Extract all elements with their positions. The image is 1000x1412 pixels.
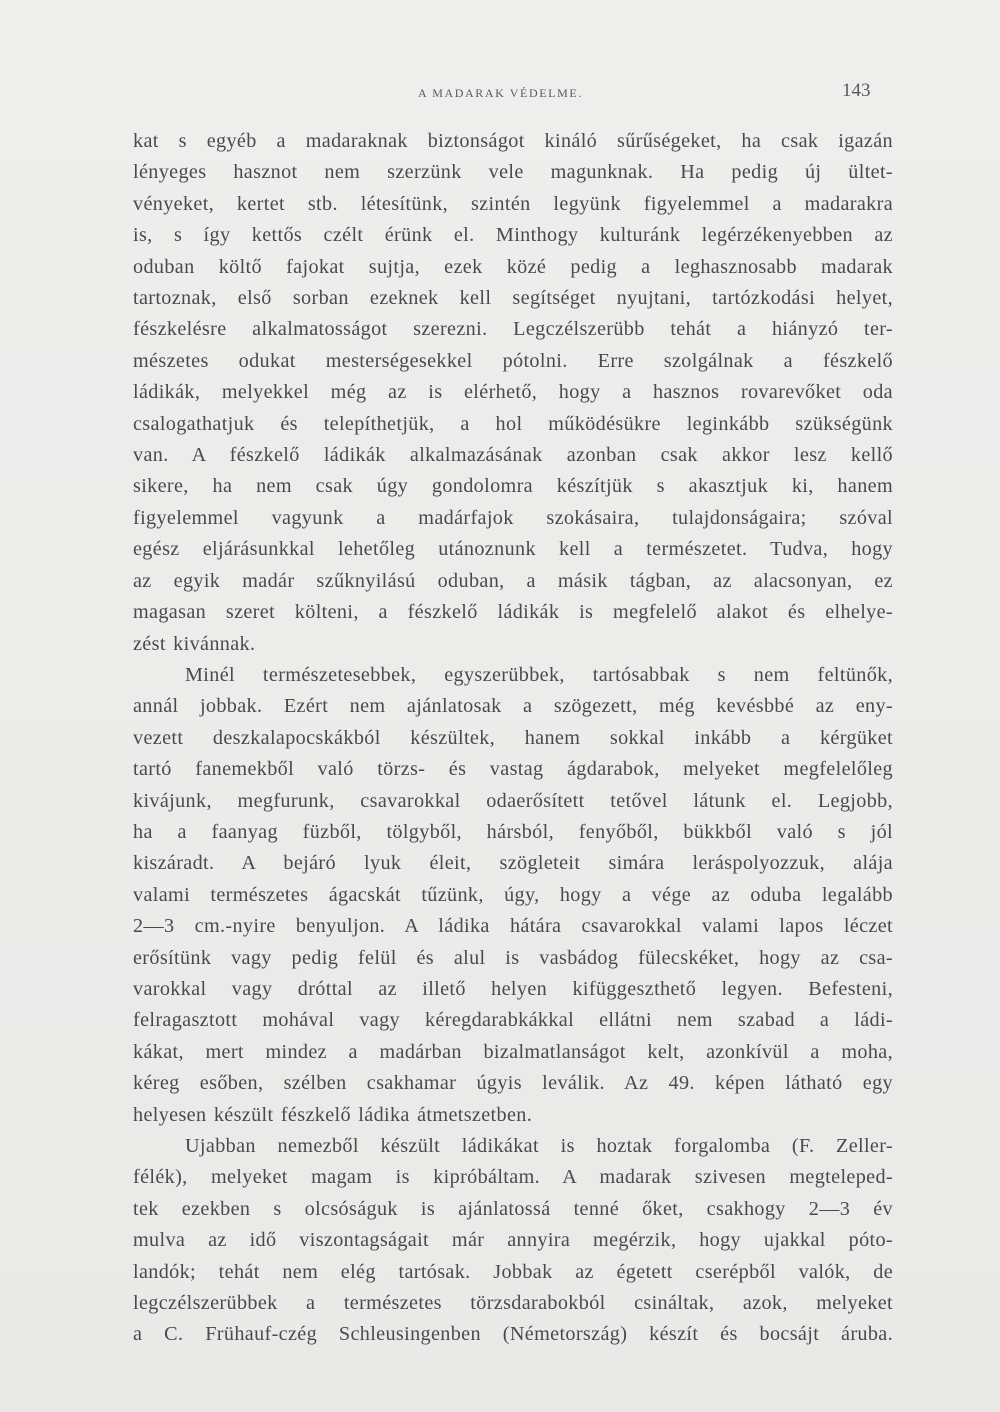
text-line: figyelemmel vagyunk a madárfajok szokásaira, tulajdonságaira; szóval xyxy=(133,506,893,529)
text-line: kákat, mert mindez a madárban bizalmatlanságot kelt, azonkívül a moha, xyxy=(133,1040,893,1063)
text-line: tek ezekben s olcsóságuk is ajánlatossá tenné őket, csakhogy 2—3 év xyxy=(133,1197,893,1220)
text-line: csalogathatjuk és telepíthetjük, a hol működésükre leginkább szükségünk xyxy=(133,412,893,435)
text-line: varokkal vagy dróttal az illető helyen kifüggeszthető legyen. Befesteni, xyxy=(133,977,893,1000)
body-text xyxy=(133,126,893,1351)
text-line: helyesen készült fészkelő ládika átmetszetben. xyxy=(133,1103,533,1126)
text-line: mészetes odukat mesterségesekkel pótolni. Erre szolgálnak a fészkelő xyxy=(133,349,893,372)
text-line: legczélszerübbek a természetes törzsdarabokból csináltak, azok, melyeket xyxy=(133,1292,893,1315)
text-line: félék), melyeket magam is kipróbáltam. A madarak szivesen megteleped- xyxy=(133,1166,893,1189)
text-line: az egyik madár szűknyilású oduban, a másik tágban, az alacsonyan, ez xyxy=(133,569,893,592)
text-line: ládikák, melyekkel még az is elérhető, hogy a hasznos rovarevőket oda xyxy=(133,381,893,404)
text-line: kat s egyéb a madaraknak biztonságot kináló sűrűségeket, ha csak igazán xyxy=(133,130,893,152)
running-title: A MADARAK VÉDELME. xyxy=(418,86,583,100)
text-line: egész eljárásunkkal lehetőleg utánoznunk kell a természetet. Tudva, hogy xyxy=(133,538,893,561)
text-line: fészkelésre alkalmatosságot szerezni. Legczélszerübb tehát a hiányzó ter- xyxy=(133,318,893,341)
text-line: vényeket, kertet stb. létesítünk, szintén legyünk figyelemmel a madarakra xyxy=(133,192,893,215)
text-line: valami természetes ágacskát tűzünk, úgy, hogy a vége az oduba legalább xyxy=(133,883,893,906)
running-head xyxy=(0,80,1000,110)
text-line: kivájunk, megfurunk, csavarokkal odaerősített tetővel látunk el. Legjobb, xyxy=(133,789,893,812)
text-line: kéreg esőben, szélben csakhamar úgyis leválik. Az 49. képen látható egy xyxy=(133,1072,893,1095)
paragraph-1 xyxy=(133,126,893,660)
text-line: van. A fészkelő ládikák alkalmazásának azonban csak akkor lesz kellő xyxy=(133,444,893,467)
text-line: felragasztott mohával vagy kéregdarabkákkal ellátni nem szabad a ládi- xyxy=(133,1009,893,1032)
paragraph-2 xyxy=(133,660,893,1131)
paragraph-3 xyxy=(133,1131,893,1351)
text-line: 2—3 cm.-nyire benyuljon. A ládika hátára csavarokkal valami lapos léczet xyxy=(133,915,893,938)
text-line: mulva az idő viszontagságait már annyira megérzik, hogy ujakkal póto- xyxy=(133,1229,893,1252)
text-line: Ujabban nemezből készült ládikákat is hoztak forgalomba (F. Zeller- xyxy=(185,1135,893,1157)
text-line: vezett deszkalapocskákból készültek, hanem sokkal inkább a kérgüket xyxy=(133,726,893,749)
text-line: Minél természetesebbek, egyszerübbek, tartósabbak s nem feltünők, xyxy=(185,663,893,686)
text-line: erősítünk vagy pedig felül és alul is vasbádog fülecskéket, hogy az csa- xyxy=(133,946,893,969)
text-line: annál jobbak. Ezért nem ajánlatosak a szögezett, még kevésbbé az eny- xyxy=(133,695,893,718)
text-line: a C. Frühauf-czég Schleusingenben (Németország) készít és bocsájt áruba. xyxy=(133,1323,893,1346)
page-number: 143 xyxy=(842,80,871,101)
text-line: tartó fanemekből való törzs- és vastag ágdarabok, melyeket megfelelőleg xyxy=(133,758,893,781)
text-line: is, s így kettős czélt érünk el. Minthogy kulturánk legérzékenyebben az xyxy=(133,224,893,247)
text-line: lényeges hasznot nem szerzünk vele magunknak. Ha pedig új ültet- xyxy=(133,161,893,184)
text-line: zést kivánnak. xyxy=(133,632,256,655)
text-line: landók; tehát nem elég tartósak. Jobbak az égetett cserépből valók, de xyxy=(133,1260,893,1283)
text-line: kiszáradt. A bejáró lyuk éleit, szögleteit simára leráspolyozzuk, alája xyxy=(133,852,893,875)
text-line: sikere, ha nem csak úgy gondolomra készítjük s akasztjuk ki, hanem xyxy=(133,475,893,498)
text-line: oduban költő fajokat sujtja, ezek közé pedig a leghasznosabb madarak xyxy=(133,255,893,278)
text-line: magasan szeret költeni, a fészkelő ládikák is megfelelő alakot és elhelye- xyxy=(133,601,893,624)
text-line: tartoznak, első sorban ezeknek kell segítséget nyujtani, tartózkodási helyet, xyxy=(133,287,893,310)
text-line: ha a faanyag füzből, tölgyből, hársból, fenyőből, bükkből való s jól xyxy=(133,820,893,843)
